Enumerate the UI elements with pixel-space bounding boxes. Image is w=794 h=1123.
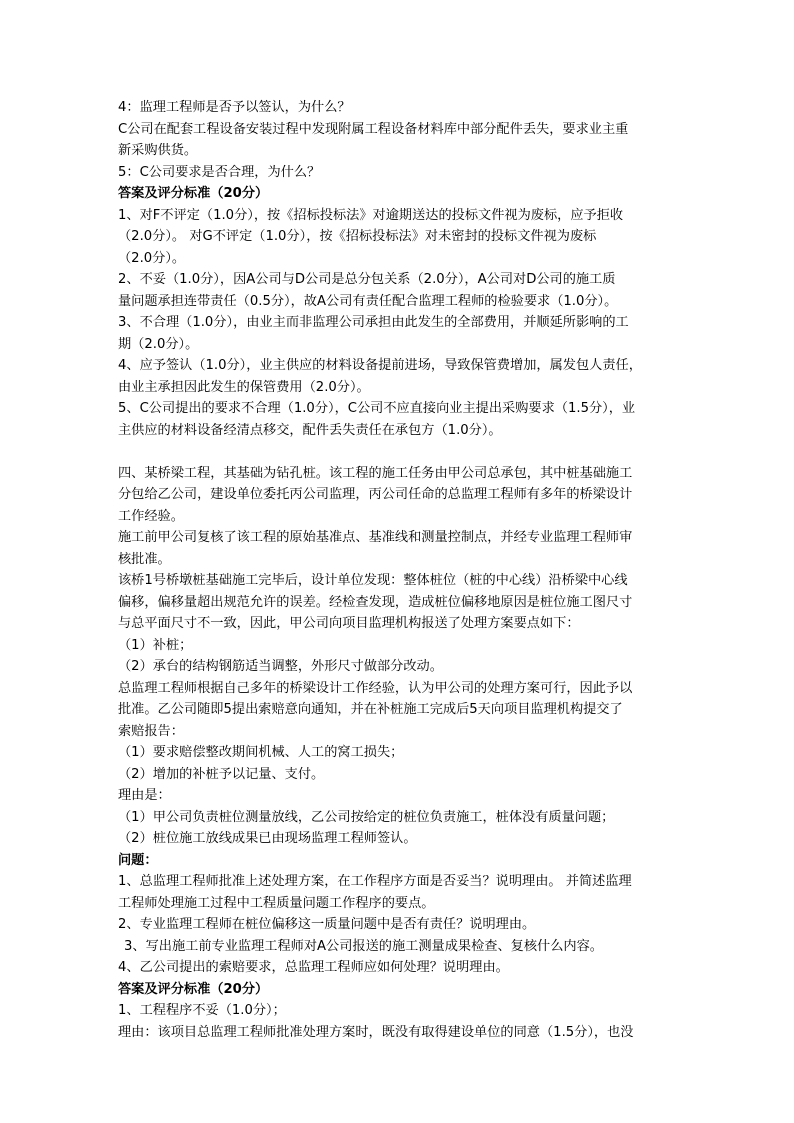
paragraph-line: 该桥1号桥墩桩基础施工完毕后，设计单位发现：整体桩位（桩的中心线）沿桥梁中心线 <box>118 573 628 588</box>
paragraph-line: C公司在配套工程设备安装过程中发现附属工程设备材料库中部分配件丢失，要求业主重 <box>118 121 629 137</box>
paragraph-line: 理由是： <box>118 788 171 803</box>
document-page <box>118 97 678 1043</box>
answer-line: （2.0分）。 对G不评定（1.0分），按《招标投标法》对未密封的投标文件视为废标 <box>118 229 597 244</box>
answer-line: 3、不合理（1.0分），由业主而非监理公司承担由此发生的全部费用，并顺延所影响的工 <box>118 315 629 330</box>
answer-line: 5、C公司提出的要求不合理（1.0分），C公司不应直接向业主提出采购要求（1.5分），业 <box>118 401 636 416</box>
question-4: 4：监理工程师是否予以签认，为什么？ <box>118 100 351 115</box>
question-5: 5：C公司要求是否合理，为什么？ <box>118 164 321 180</box>
question-line: 1、总监理工程师批准上述处理方案，在工作程序方面是否妥当？说明理由。 并简述监理 <box>118 874 632 889</box>
question-line: 4、乙公司提出的索赔要求，总监理工程师应如何处理？说明理由。 <box>118 960 509 975</box>
case-four-intro: 四、某桥梁工程，其基础为钻孔桩。该工程的施工任务由甲公司总承包，其中桩基础施工 <box>118 465 633 481</box>
question-line: 2、专业监理工程师在桩位偏移这一质量问题中是否有责任？说明理由。 <box>118 917 536 932</box>
questions-heading: 问题： <box>118 852 158 868</box>
question-line: 3、写出施工前专业监理工程师对A公司报送的施工测量成果检查、复核什么内容。 <box>124 938 603 954</box>
list-item: （1）甲公司负责桩位测量放线，乙公司按给定的桩位负责施工，桩体没有质量问题； <box>118 809 615 825</box>
list-item: （1）要求赔偿整改期间机械、人工的窝工损失； <box>118 745 404 760</box>
paragraph-line: 偏移，偏移量超出规范允许的误差。经检查发现，造成桩位偏移地原因是桩位施工图尺寸 <box>118 594 633 610</box>
paragraph-line: 索赔报告： <box>118 723 184 739</box>
list-item: （2）承台的结构钢筋适当调整，外形尺寸做部分改动。 <box>118 659 443 674</box>
answer-line: 4、应予签认（1.0分），业主供应的材料设备提前进场，导致保管费增加，属发包人责任， <box>118 358 642 373</box>
paragraph-line: 新采购供货。 <box>118 143 198 158</box>
answer-line: 理由：该项目总监理工程师批准处理方案时，既没有取得建设单位的同意（1.5分），也没 <box>118 1024 634 1040</box>
answer-line: 1、工程程序不妥（1.0分）； <box>118 1003 286 1018</box>
list-item: （1）补桩； <box>118 637 193 653</box>
question-line: 工程师处理施工过程中工程质量问题工作程序的要点。 <box>118 895 435 911</box>
answer-line: 主供应的材料设备经清点移交，配件丢失责任在承包方（1.0分）。 <box>118 422 502 438</box>
list-item: （2）增加的补桩予以记量、支付。 <box>118 766 325 782</box>
answer-heading: 答案及评分标准（20分） <box>118 981 269 997</box>
paragraph-line: 工作经验。 <box>118 508 184 524</box>
paragraph-line: 批准。乙公司随即5提出索赔意向通知，并在补桩施工完成后5天向项目监理机构提交了 <box>118 702 623 717</box>
answer-heading: 答案及评分标准（20分） <box>118 186 269 201</box>
paragraph-line: 与总平面尺寸不一致，因此，甲公司向项目监理机构报送了处理方案要点如下： <box>118 616 580 631</box>
answer-line: 由业主承担因此发生的保管费用（2.0分）。 <box>118 379 370 395</box>
answer-line: 2、不妥（1.0分），因A公司与D公司是总分包关系（2.0分），A公司对D公司的施工质 <box>118 272 616 287</box>
paragraph-line: 核批准。 <box>118 551 171 567</box>
answer-line: （2.0分）。 <box>118 250 186 266</box>
answer-line: 量问题承担连带责任（0.5分），故A公司有责任配合监理工程师的检验要求（1.0分）。 <box>118 293 618 309</box>
blank-line <box>118 441 678 463</box>
answer-line: 1、对F不评定（1.0分），按《招标投标法》对逾期送达的投标文件视为废标，应予拒收 <box>118 207 624 223</box>
list-item: （2）桩位施工放线成果已由现场监理工程师签认。 <box>118 831 417 846</box>
answer-line: 期（2.0分）。 <box>118 336 199 352</box>
paragraph-line: 分包给乙公司，建设单位委托丙公司监理，丙公司任命的总监理工程师有多年的桥梁设计 <box>118 487 633 502</box>
paragraph-line: 施工前甲公司复核了该工程的原始基准点、基准线和测量控制点，并经专业监理工程师审 <box>118 530 633 545</box>
paragraph-line: 总监理工程师根据自己多年的桥梁设计工作经验，认为甲公司的处理方案可行，因此予以 <box>118 680 633 696</box>
